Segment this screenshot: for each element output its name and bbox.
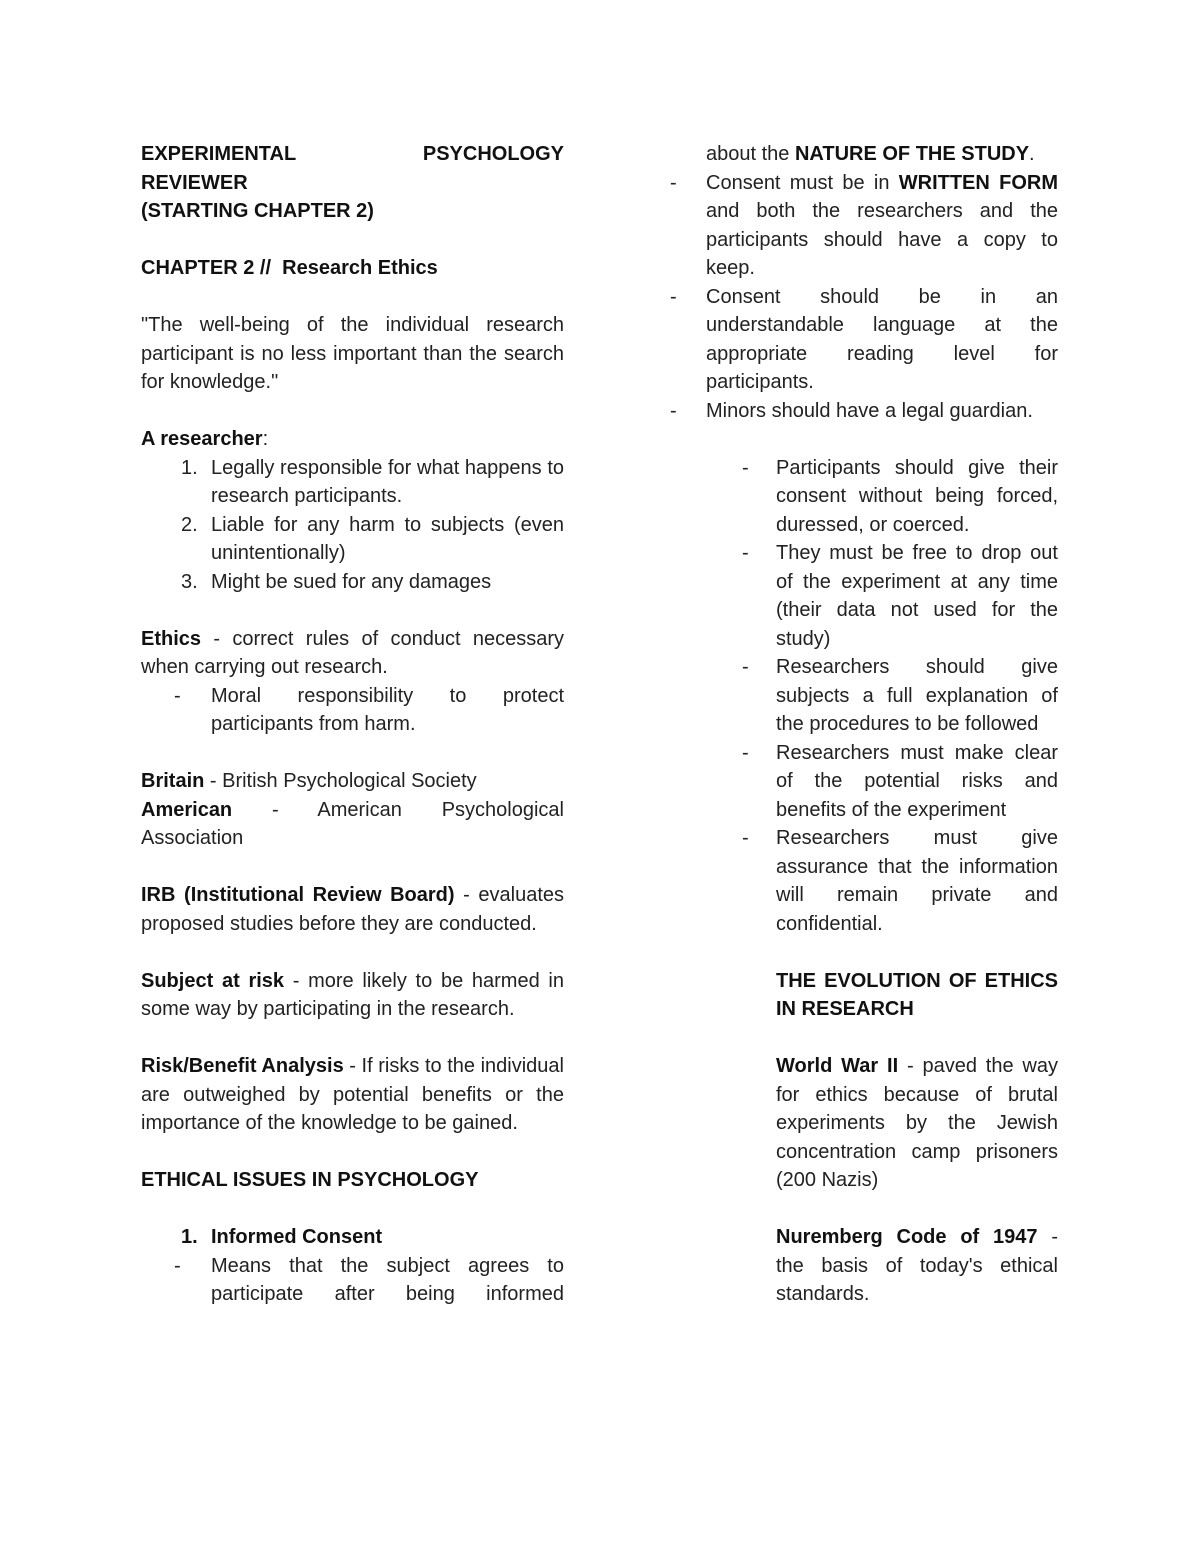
irb-term: IRB (Institutional Review Board)	[141, 884, 455, 906]
list-item	[706, 539, 1058, 653]
section-heading-ethical-issues: ETHICAL ISSUES IN PSYCHOLOGY	[141, 1169, 479, 1191]
list-item-text: Consent should be in an understandable language at the appropriate reading level for participants.	[706, 285, 1058, 393]
continued-text-end: .	[1029, 143, 1035, 165]
researcher-list	[141, 454, 564, 597]
list-item-text: Participants should give their consent without being forced, duressed, or coerced.	[776, 456, 1058, 536]
list-item-text: Means that the subject agrees to participate after being informed	[211, 1254, 564, 1305]
document-title-line1	[141, 140, 564, 169]
dash-bullet: -	[174, 684, 181, 707]
list-item	[670, 283, 1058, 397]
ethics-def: - correct rules of conduct necessary when carrying out research.	[141, 627, 564, 678]
subject-at-risk-def: - more likely to be harmed in some way by participating in the research.	[141, 969, 564, 1020]
list-item-text	[706, 169, 1058, 283]
risk-benefit-def: - If risks to the individual are outweighed by potential benefits or the importance of the knowledge to be gained.	[141, 1055, 564, 1134]
researcher-heading	[141, 425, 564, 454]
ethics-definition	[141, 625, 564, 682]
list-number: 2.	[181, 513, 198, 536]
continued-text	[706, 140, 1058, 169]
list-item	[670, 169, 1058, 283]
list-item	[670, 397, 1058, 426]
title-word-psychology: PSYCHOLOGY	[422, 143, 564, 165]
continued-text-plain: about the	[706, 143, 795, 165]
list-number: 3.	[181, 570, 198, 593]
britain-def: - British Psychological Society	[204, 770, 477, 792]
list-item-text: Minors should have a legal guardian.	[706, 399, 1033, 422]
risk-benefit-definition	[141, 1052, 564, 1138]
document-subtitle: (STARTING CHAPTER 2)	[141, 200, 374, 222]
dash-bullet: -	[742, 827, 749, 849]
nuremberg-term: Nuremberg Code of 1947	[776, 1226, 1038, 1248]
opening-quote: "The well-being of the individual research participant is no less important than the search for knowledge."	[141, 314, 564, 393]
list-item	[141, 511, 564, 568]
list-item	[141, 568, 564, 597]
dash-bullet: -	[670, 399, 677, 422]
american-def: - American Psychological Association	[141, 798, 564, 849]
list-item-text-part: Consent must be in	[706, 171, 899, 194]
title-word-experimental: EXPERIMENTAL	[141, 143, 297, 165]
continued-text-bold: NATURE OF THE STUDY	[794, 143, 1030, 165]
numbered-subheading	[141, 1223, 564, 1252]
list-item-text: Liable for any harm to subjects (even unintentionally)	[211, 513, 564, 564]
chapter-heading: CHAPTER 2 // Research Ethics	[141, 257, 438, 279]
list-item-text: They must be free to drop out of the experiment at any time (their data not used for the study)	[776, 542, 1058, 650]
list-number: 1.	[181, 1226, 198, 1248]
dash-bullet: -	[742, 741, 749, 764]
ww2-def: - paved the way for ethics because of brutal experiments by the Jewish concentration camp prisoners (200 Nazis)	[776, 1055, 1058, 1191]
list-item	[706, 454, 1058, 540]
list-item-text: Moral responsibility to protect participants from harm.	[211, 684, 564, 735]
list-item	[706, 739, 1058, 825]
list-item	[141, 454, 564, 511]
section-heading-evolution: THE EVOLUTION OF ETHICS IN RESEARCH	[776, 969, 1058, 1020]
britain-definition	[141, 767, 564, 796]
right-column	[670, 140, 1058, 1309]
dash-bullet: -	[670, 285, 677, 308]
ethics-term: Ethics	[141, 627, 202, 650]
list-item-text: Researchers should give subjects a full explanation of the procedures to be followed	[776, 656, 1058, 735]
list-item-text-bold: WRITTEN FORM	[898, 171, 1058, 194]
american-term: American	[141, 798, 233, 821]
dash-bullet: -	[670, 171, 677, 194]
list-item-text: Researchers must give assurance that the information will remain private and confidential.	[776, 827, 1058, 935]
list-item	[141, 682, 564, 739]
list-item-text: Legally responsible for what happens to research participants.	[211, 456, 564, 507]
american-definition	[141, 796, 564, 853]
document-title-line2: REVIEWER	[141, 171, 248, 194]
nuremberg-def: - the basis of today's ethical standards.	[776, 1226, 1058, 1305]
dash-bullet: -	[742, 456, 749, 479]
researcher-colon: :	[262, 428, 269, 450]
left-column	[141, 140, 564, 1309]
list-number: 1.	[181, 456, 198, 479]
irb-def: - evaluates proposed studies before they are conducted.	[141, 884, 565, 935]
list-item	[706, 824, 1058, 938]
nuremberg-definition	[706, 1223, 1058, 1309]
dash-bullet: -	[742, 542, 749, 564]
subheading-informed-consent: Informed Consent	[211, 1226, 383, 1248]
list-item-text-part: and both the researchers and the participants should have a copy to keep.	[706, 200, 1058, 279]
risk-benefit-term: Risk/Benefit Analysis	[141, 1055, 344, 1077]
list-item	[141, 1252, 564, 1309]
irb-definition	[141, 881, 564, 938]
dash-bullet: -	[742, 656, 749, 678]
britain-term: Britain	[141, 770, 205, 792]
subject-at-risk-definition	[141, 967, 564, 1024]
ww2-definition	[706, 1052, 1058, 1195]
list-item-text: Might be sued for any damages	[211, 570, 492, 593]
subject-at-risk-term: Subject at risk	[141, 969, 285, 992]
researcher-label: A researcher	[141, 428, 263, 450]
ww2-term: World War II	[776, 1055, 899, 1077]
list-item-text: Researchers must make clear of the potential risks and benefits of the experiment	[776, 741, 1058, 821]
dash-bullet: -	[174, 1254, 181, 1277]
list-item	[706, 653, 1058, 739]
